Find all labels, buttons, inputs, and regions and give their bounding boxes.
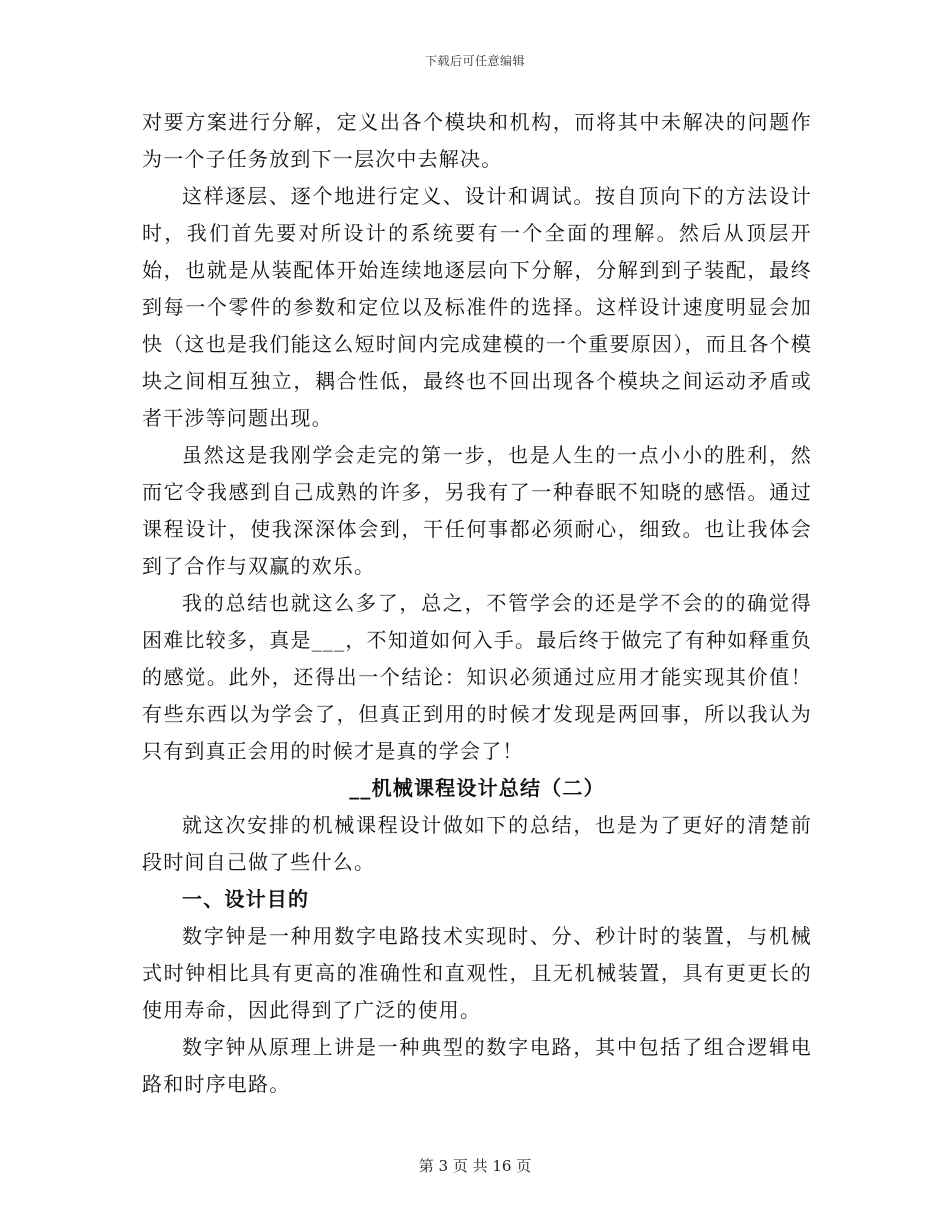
paragraph-first-step: 虽然这是我刚学会走完的第一步，也是人生的一点小小的胜利，然而它令我感到自己成熟的许多，另我有了一种春眠不知晓的感悟。通过课程设计，使我深深体会到，干任何事都必须耐心，细致。也让我体会到了合作与双赢的欢乐。 xyxy=(142,443,812,578)
paragraph-section-intro: 就这次安排的机械课程设计做如下的总结，也是为了更好的清楚前段时间自己做了些什么。 xyxy=(142,813,812,874)
document-body xyxy=(142,104,812,1103)
subheading-design-purpose: 一、设计目的 xyxy=(182,887,310,911)
paragraph-summary-conclusion: 我的总结也就这么多了，总之，不管学会的还是学不会的的确觉得困难比较多，真是___，不知道如何入手。最后终于做完了有种如释重负的感觉。此外，还得出一个结论：知识必须通过应用才能实现其价值！有些东西以为学会了，但真正到用的时候才发现是两回事，所以我认为只有到真正会用的时候才是真的学会了！ xyxy=(142,591,812,763)
paragraph-digital-clock-principle: 数字钟从原理上讲是一种典型的数字电路，其中包括了组合逻辑电路和时序电路。 xyxy=(142,1035,812,1096)
section-title: __机械课程设计总结（二） xyxy=(349,776,605,800)
paragraph-continuation: 对要方案进行分解，定义出各个模块和机构，而将其中未解决的问题作为一个子任务放到下一层次中去解决。 xyxy=(142,110,812,171)
paragraph-digital-clock-intro: 数字钟是一种用数字电路技术实现时、分、秒计时的装置，与机械式时钟相比具有更高的准确性和直观性，且无机械装置，具有更更长的使用寿命，因此得到了广泛的使用。 xyxy=(142,924,812,1022)
paragraph-top-down-design: 这样逐层、逐个地进行定义、设计和调试。按自顶向下的方法设计时，我们首先要对所设计的系统要有一个全面的理解。然后从顶层开始，也就是从装配体开始连续地逐层向下分解，分解到到子装配，最终到每一个零件的参数和定位以及标准件的选择。这样设计速度明显会加快（这也是我们能这么短时间内完成建模的一个重要原因），而且各个模块之间相互独立，耦合性低，最终也不回出现各个模块之间运动矛盾或者干涉等问题出现。 xyxy=(142,184,812,430)
page-header-note: 下载后可任意编辑 xyxy=(424,54,525,68)
page-number: 第 3 页 共 16 页 xyxy=(418,1157,532,1175)
